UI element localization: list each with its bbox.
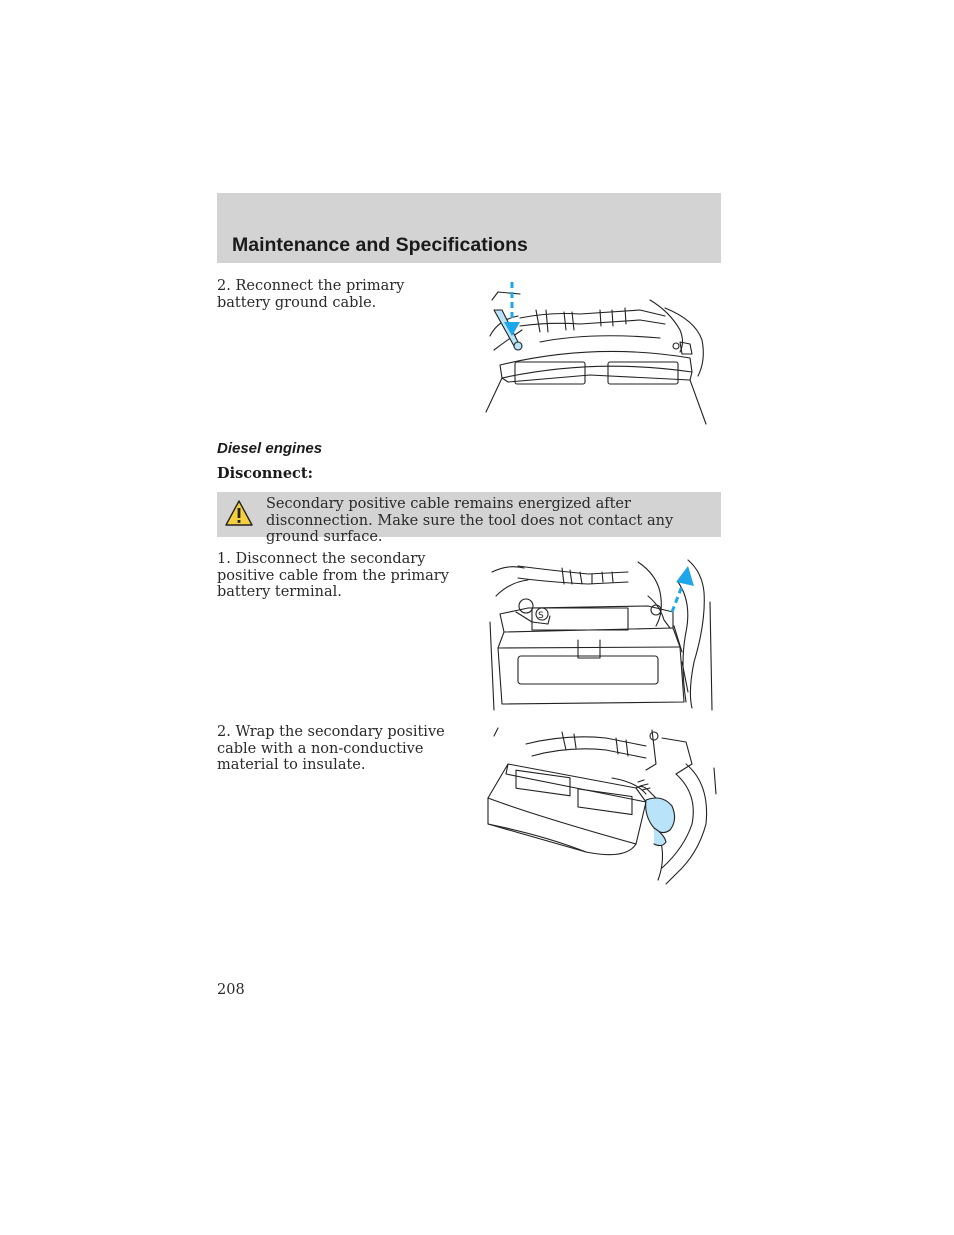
warning-text: Secondary positive cable remains energized after disconnection. Make sure the tool does not contact any ground surface.: [266, 496, 674, 545]
step-disconnect-secondary: 1. Disconnect the secondary positive cable from the primary battery terminal.: [217, 551, 449, 600]
section-subtitle: Disconnect:: [217, 465, 313, 482]
step-wrap-secondary: 2. Wrap the secondary positive cable with a non-conductive material to insulate.: [217, 724, 445, 773]
page-number: 208: [217, 982, 245, 998]
step-reconnect-ground: 2. Reconnect the primary battery ground cable.: [217, 278, 405, 311]
warning-triangle-icon: [224, 499, 254, 527]
cable-insulation-illustration: [486, 724, 718, 886]
svg-text:S: S: [538, 611, 544, 621]
battery-ground-illustration: [480, 280, 710, 425]
section-title: Diesel engines: [217, 440, 323, 457]
page-title: Maintenance and Specifications: [232, 234, 528, 256]
secondary-cable-disconnect-illustration: [488, 552, 713, 710]
